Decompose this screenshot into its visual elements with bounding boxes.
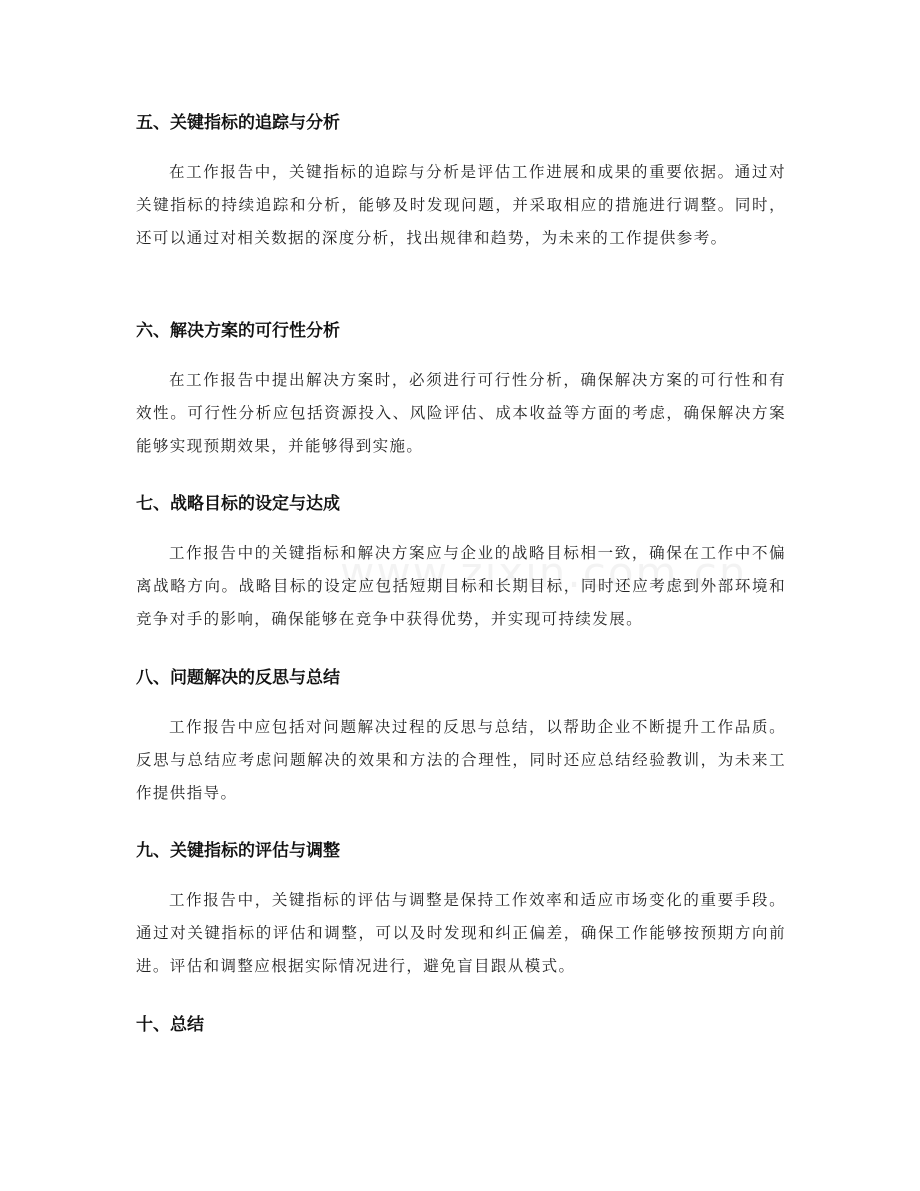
section-paragraph: 工作报告中，关键指标的评估与调整是保持工作效率和适应市场变化的重要手段。通过对关键指标的评估和调整，可以及时发现和纠正偏差，确保工作能够按预期方向前进。评估和调整应根据实际情况进行，避免盲目跟从模式。 — [136, 891, 786, 975]
section-8 — [136, 666, 786, 810]
section-paragraph: 在工作报告中提出解决方案时，必须进行可行性分析，确保解决方案的可行性和有效性。可行性分析应包括资源投入、风险评估、成本收益等方面的考虑，确保解决方案能够实现预期效果，并能够得到实施。 — [136, 371, 786, 455]
section-heading: 七、战略目标的设定与达成 — [136, 494, 340, 514]
section-paragraph: 在工作报告中，关键指标的追踪与分析是评估工作进展和成果的重要依据。通过对关键指标的持续追踪和分析，能够及时发现问题，并采取相应的措施进行调整。同时，还可以通过对相关数据的深度分析，找出规律和趋势，为未来的工作提供参考。 — [136, 163, 786, 247]
section-heading: 六、解决方案的可行性分析 — [136, 321, 340, 341]
section-9 — [136, 839, 786, 983]
section-heading: 八、问题解决的反思与总结 — [136, 668, 340, 688]
section-5 — [136, 111, 786, 255]
section-heading: 十、总结 — [136, 1015, 204, 1035]
section-6 — [136, 319, 786, 463]
section-paragraph: 工作报告中应包括对问题解决过程的反思与总结，以帮助企业不断提升工作品质。反思与总结应考虑问题解决的效果和方法的合理性，同时还应总结经验教训，为未来工作提供指导。 — [136, 718, 786, 802]
section-10 — [136, 1013, 204, 1037]
section-heading: 五、关键指标的追踪与分析 — [136, 113, 340, 133]
section-heading: 九、关键指标的评估与调整 — [136, 841, 340, 861]
section-paragraph: 工作报告中的关键指标和解决方案应与企业的战略目标相一致，确保在工作中不偏离战略方向。战略目标的设定应包括短期目标和长期目标，同时还应考虑到外部环境和竞争对手的影响，确保能够在竞争中获得优势，并实现可持续发展。 — [136, 544, 786, 628]
section-7 — [136, 492, 786, 636]
